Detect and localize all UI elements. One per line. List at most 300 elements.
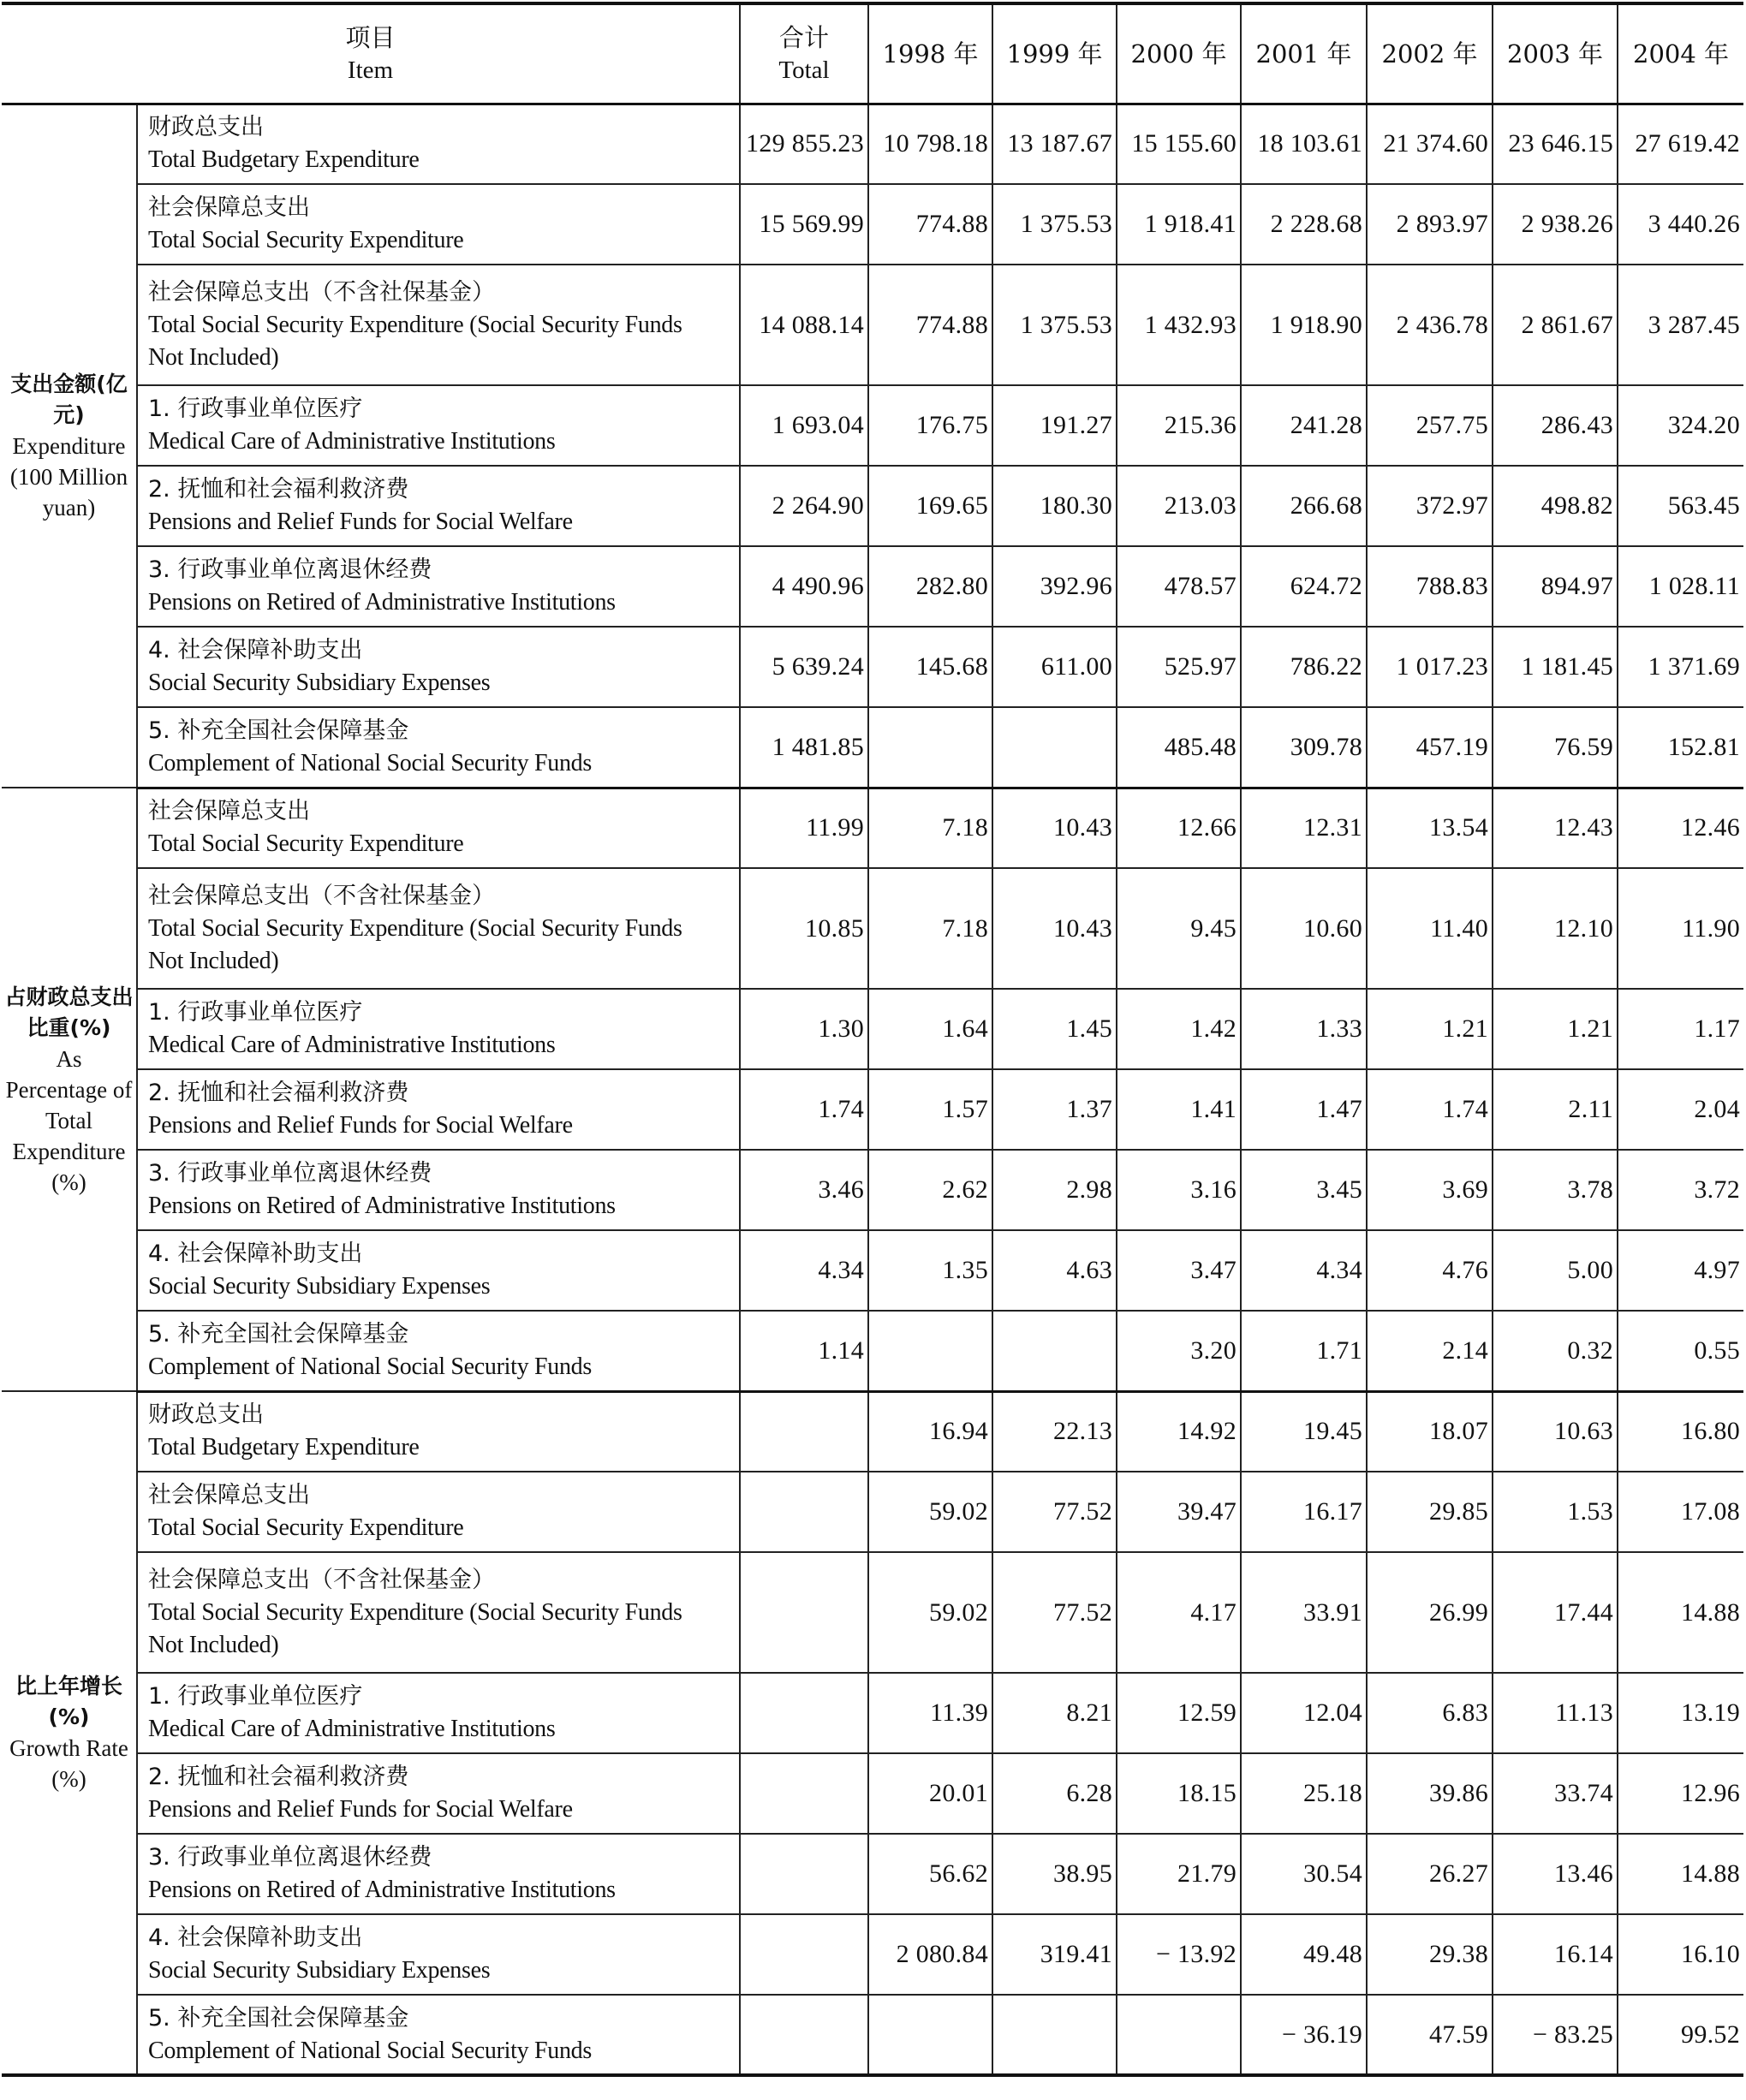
item-label-en: Complement of National Social Security Funds: [148, 2037, 592, 2064]
cell-total: [740, 1995, 868, 2075]
cell-value: 11.40: [1367, 868, 1493, 989]
row-item-label: [137, 265, 740, 385]
cell-value: 56.62: [868, 1834, 992, 1914]
item-label-en: Pensions and Relief Funds for Social Welfare: [148, 1112, 573, 1139]
cell-value: 319.41: [992, 1914, 1117, 1995]
cell-value: 25.18: [1241, 1753, 1367, 1834]
item-label-zh: 4. 社会保障补助支出: [148, 637, 363, 663]
cell-total: [740, 1673, 868, 1753]
cell-value: 324.20: [1618, 385, 1743, 466]
cell-value: 1.41: [1117, 1069, 1241, 1150]
cell-value: 30.54: [1241, 1834, 1367, 1914]
row-item-label: [137, 546, 740, 627]
item-label-zh: 1. 行政事业单位医疗: [148, 1683, 363, 1710]
cell-value: 18 103.61: [1241, 104, 1367, 184]
item-label-zh: 财政总支出: [148, 114, 264, 141]
cell-total: [740, 1834, 868, 1914]
cell-value: 17.08: [1618, 1472, 1743, 1552]
cell-value: 2 228.68: [1241, 184, 1367, 265]
item-label-en: Total Social Security Expenditure (Social Security Funds: [148, 1598, 682, 1626]
item-label-en-cont: Not Included): [148, 343, 279, 371]
cell-value: 4.97: [1618, 1230, 1743, 1311]
cell-value: 38.95: [992, 1834, 1117, 1914]
cell-value: 3.47: [1117, 1230, 1241, 1311]
cell-value: 2.98: [992, 1150, 1117, 1230]
row-item-label: [137, 1995, 740, 2075]
item-label-en: Total Budgetary Expenditure: [148, 146, 420, 174]
cell-value: 4.76: [1367, 1230, 1493, 1311]
cell-value: 3.20: [1117, 1311, 1241, 1391]
cell-value: 15 155.60: [1117, 104, 1241, 184]
item-label-zh: 社会保障总支出: [148, 798, 310, 825]
cell-value: 10 798.18: [868, 104, 992, 184]
header-year: 1998 年: [868, 3, 992, 104]
cell-value: 14.88: [1618, 1552, 1743, 1673]
cell-value: 13.19: [1618, 1673, 1743, 1753]
cell-value: 26.99: [1367, 1552, 1493, 1673]
cell-value: 4.63: [992, 1230, 1117, 1311]
cell-value: − 36.19: [1241, 1995, 1367, 2075]
cell-value: 9.45: [1117, 868, 1241, 989]
row-item-label: [137, 627, 740, 707]
row-item-label: [137, 868, 740, 989]
row-item-label: [137, 1472, 740, 1552]
cell-value: − 83.25: [1493, 1995, 1618, 2075]
cell-value: 169.65: [868, 466, 992, 546]
cell-total: [740, 1391, 868, 1472]
row-group-label-en: As Percentage of Total Expenditure (%): [5, 1045, 133, 1195]
cell-total: [740, 1914, 868, 1995]
cell-value: [1117, 1995, 1241, 2075]
cell-value: 77.52: [992, 1472, 1117, 1552]
cell-value: 241.28: [1241, 385, 1367, 466]
cell-value: 16.94: [868, 1391, 992, 1472]
item-label-zh: 2. 抚恤和社会福利救济费: [148, 476, 409, 503]
item-label-zh: 2. 抚恤和社会福利救济费: [148, 1764, 409, 1790]
cell-value: 624.72: [1241, 546, 1367, 627]
row-item-label: [137, 1391, 740, 1472]
cell-value: [868, 1995, 992, 2075]
row-item-label: [137, 1753, 740, 1834]
item-label-en: Total Social Security Expenditure (Social Security Funds: [148, 311, 682, 338]
cell-value: 1.74: [1367, 1069, 1493, 1150]
table-row: [2, 868, 1743, 989]
cell-value: 8.21: [992, 1673, 1117, 1753]
cell-value: 12.43: [1493, 788, 1618, 868]
cell-value: 774.88: [868, 184, 992, 265]
cell-value: 10.43: [992, 788, 1117, 868]
cell-value: 3 440.26: [1618, 184, 1743, 265]
item-label-zh: 1. 行政事业单位医疗: [148, 999, 363, 1026]
cell-value: 0.55: [1618, 1311, 1743, 1391]
cell-value: 1.47: [1241, 1069, 1367, 1150]
row-group-label: [2, 104, 137, 788]
item-label-zh: 社会保障总支出（不含社保基金）: [148, 882, 495, 909]
cell-value: 1.57: [868, 1069, 992, 1150]
cell-value: 2 436.78: [1367, 265, 1493, 385]
header-year: 2000 年: [1117, 3, 1241, 104]
table-row: [2, 1230, 1743, 1311]
item-label-en-cont: Not Included): [148, 947, 279, 974]
item-label-en-cont: Not Included): [148, 1631, 279, 1658]
row-item-label: [137, 788, 740, 868]
row-item-label: [137, 385, 740, 466]
item-label-en: Pensions on Retired of Administrative Institutions: [148, 1877, 616, 1903]
row-item-label: [137, 1673, 740, 1753]
header-item-zh: 项目: [345, 22, 396, 52]
cell-value: 266.68: [1241, 466, 1367, 546]
cell-value: 525.97: [1117, 627, 1241, 707]
cell-value: 12.96: [1618, 1753, 1743, 1834]
cell-value: 10.63: [1493, 1391, 1618, 1472]
cell-value: 1 028.11: [1618, 546, 1743, 627]
cell-value: 145.68: [868, 627, 992, 707]
cell-value: 21.79: [1117, 1834, 1241, 1914]
cell-value: 1.71: [1241, 1311, 1367, 1391]
cell-value: 18.15: [1117, 1753, 1241, 1834]
cell-value: 485.48: [1117, 707, 1241, 788]
cell-value: 26.27: [1367, 1834, 1493, 1914]
cell-value: 13 187.67: [992, 104, 1117, 184]
cell-value: 49.48: [1241, 1914, 1367, 1995]
row-group-label: [2, 788, 137, 1391]
header-year: 2002 年: [1367, 3, 1493, 104]
cell-value: 3 287.45: [1618, 265, 1743, 385]
header-item-en: Item: [347, 56, 394, 84]
cell-value: 16.14: [1493, 1914, 1618, 1995]
cell-value: 12.46: [1618, 788, 1743, 868]
item-label-en: Social Security Subsidiary Expenses: [148, 669, 491, 696]
cell-value: 611.00: [992, 627, 1117, 707]
table-row: [2, 1995, 1743, 2075]
cell-value: 1 375.53: [992, 184, 1117, 265]
item-label-zh: 社会保障总支出: [148, 194, 310, 221]
table-row: [2, 1069, 1743, 1150]
cell-value: 99.52: [1618, 1995, 1743, 2075]
header-item: [2, 3, 740, 104]
table-row: [2, 1834, 1743, 1914]
table-row: [2, 627, 1743, 707]
row-group-label-zh: 比上年增长(%): [15, 1674, 122, 1729]
table-body: [2, 104, 1743, 2075]
cell-value: 1.21: [1493, 989, 1618, 1069]
item-label-en: Pensions and Relief Funds for Social Welfare: [148, 509, 573, 535]
cell-value: 20.01: [868, 1753, 992, 1834]
cell-value: 3.72: [1618, 1150, 1743, 1230]
row-item-label: [137, 1230, 740, 1311]
cell-value: 215.36: [1117, 385, 1241, 466]
cell-value: 309.78: [1241, 707, 1367, 788]
cell-value: 12.59: [1117, 1673, 1241, 1753]
table-row: [2, 1150, 1743, 1230]
cell-value: 2.04: [1618, 1069, 1743, 1150]
cell-value: 1 017.23: [1367, 627, 1493, 707]
table-row: [2, 184, 1743, 265]
row-item-label: [137, 1914, 740, 1995]
item-label-zh: 3. 行政事业单位离退休经费: [148, 556, 432, 583]
cell-total: 5 639.24: [740, 627, 868, 707]
cell-total: 15 569.99: [740, 184, 868, 265]
cell-value: 2 893.97: [1367, 184, 1493, 265]
table-row: [2, 1311, 1743, 1391]
cell-value: 22.13: [992, 1391, 1117, 1472]
row-item-label: [137, 466, 740, 546]
table-row: [2, 1914, 1743, 1995]
cell-total: 4 490.96: [740, 546, 868, 627]
header-total-en: Total: [778, 56, 830, 84]
cell-value: 33.91: [1241, 1552, 1367, 1673]
cell-value: 894.97: [1493, 546, 1618, 627]
item-label-zh: 4. 社会保障补助支出: [148, 1925, 363, 1951]
item-label-zh: 2. 抚恤和社会福利救济费: [148, 1080, 409, 1106]
row-group-label-zh: 支出金额(亿元): [10, 371, 128, 427]
cell-value: 4.17: [1117, 1552, 1241, 1673]
cell-value: 12.10: [1493, 868, 1618, 989]
cell-value: 2 080.84: [868, 1914, 992, 1995]
row-item-label: [137, 1150, 740, 1230]
cell-value: 1.53: [1493, 1472, 1618, 1552]
cell-value: − 13.92: [1117, 1914, 1241, 1995]
cell-value: 47.59: [1367, 1995, 1493, 2075]
cell-value: 1.35: [868, 1230, 992, 1311]
cell-value: 2.62: [868, 1150, 992, 1230]
table-row: [2, 265, 1743, 385]
cell-total: 10.85: [740, 868, 868, 989]
table-row: [2, 1673, 1743, 1753]
cell-value: 29.38: [1367, 1914, 1493, 1995]
cell-value: 2 938.26: [1493, 184, 1618, 265]
item-label-zh: 1. 行政事业单位医疗: [148, 396, 363, 422]
cell-total: 14 088.14: [740, 265, 868, 385]
cell-total: [740, 1552, 868, 1673]
item-label-en: Total Social Security Expenditure: [148, 830, 464, 858]
cell-total: 2 264.90: [740, 466, 868, 546]
cell-value: [868, 1311, 992, 1391]
cell-value: 372.97: [1367, 466, 1493, 546]
table-row: [2, 707, 1743, 788]
table-row: [2, 466, 1743, 546]
item-label-zh: 5. 补充全国社会保障基金: [148, 717, 409, 744]
item-label-en: Pensions on Retired of Administrative Institutions: [148, 589, 616, 616]
cell-total: 1.30: [740, 989, 868, 1069]
item-label-zh: 社会保障总支出: [148, 1482, 310, 1508]
item-label-zh: 5. 补充全国社会保障基金: [148, 1320, 409, 1347]
cell-value: 10.43: [992, 868, 1117, 989]
cell-value: 7.18: [868, 788, 992, 868]
cell-value: 3.45: [1241, 1150, 1367, 1230]
header-row: [2, 3, 1743, 104]
cell-value: 39.86: [1367, 1753, 1493, 1834]
cell-value: 6.83: [1367, 1673, 1493, 1753]
cell-value: 2.11: [1493, 1069, 1618, 1150]
header-year: 1999 年: [992, 3, 1117, 104]
row-item-label: [137, 707, 740, 788]
cell-value: 392.96: [992, 546, 1117, 627]
cell-value: 14.88: [1618, 1834, 1743, 1914]
row-item-label: [137, 104, 740, 184]
cell-value: 76.59: [1493, 707, 1618, 788]
item-label-zh: 社会保障总支出（不含社保基金）: [148, 278, 495, 306]
cell-value: 563.45: [1618, 466, 1743, 546]
header-year: 2003 年: [1493, 3, 1618, 104]
cell-value: 282.80: [868, 546, 992, 627]
item-label-en: Total Social Security Expenditure (Social Security Funds: [148, 914, 682, 942]
cell-value: 12.31: [1241, 788, 1367, 868]
cell-value: 4.34: [1241, 1230, 1367, 1311]
cell-value: 457.19: [1367, 707, 1493, 788]
cell-value: 16.80: [1618, 1391, 1743, 1472]
cell-total: 1 481.85: [740, 707, 868, 788]
cell-value: 3.69: [1367, 1150, 1493, 1230]
cell-total: 1.74: [740, 1069, 868, 1150]
cell-value: 13.54: [1367, 788, 1493, 868]
item-label-zh: 4. 社会保障补助支出: [148, 1240, 363, 1267]
item-label-en: Total Budgetary Expenditure: [148, 1434, 420, 1461]
cell-value: 786.22: [1241, 627, 1367, 707]
item-label-en: Pensions and Relief Funds for Social Welfare: [148, 1796, 573, 1823]
item-label-en: Total Social Security Expenditure: [148, 1514, 464, 1541]
row-group-label-en: Growth Rate (%): [9, 1735, 128, 1792]
cell-value: 17.44: [1493, 1552, 1618, 1673]
cell-value: 0.32: [1493, 1311, 1618, 1391]
cell-total: [740, 1472, 868, 1552]
cell-value: 19.45: [1241, 1391, 1367, 1472]
cell-value: 12.66: [1117, 788, 1241, 868]
row-item-label: [137, 1069, 740, 1150]
table-row: [2, 1753, 1743, 1834]
cell-value: 1.37: [992, 1069, 1117, 1150]
cell-value: 286.43: [1493, 385, 1618, 466]
item-label-en: Medical Care of Administrative Institutions: [148, 1032, 556, 1058]
cell-total: 129 855.23: [740, 104, 868, 184]
item-label-zh: 社会保障总支出（不含社保基金）: [148, 1566, 495, 1593]
cell-value: 213.03: [1117, 466, 1241, 546]
header-total: [740, 3, 868, 104]
cell-value: 788.83: [1367, 546, 1493, 627]
cell-total: 4.34: [740, 1230, 868, 1311]
cell-value: 774.88: [868, 265, 992, 385]
table-row: [2, 1472, 1743, 1552]
cell-value: 16.10: [1618, 1914, 1743, 1995]
cell-value: 6.28: [992, 1753, 1117, 1834]
cell-value: 23 646.15: [1493, 104, 1618, 184]
item-label-en: Medical Care of Administrative Institutions: [148, 428, 556, 455]
row-item-label: [137, 989, 740, 1069]
header-total-zh: 合计: [779, 22, 830, 52]
cell-value: 1 432.93: [1117, 265, 1241, 385]
cell-value: 2.14: [1367, 1311, 1493, 1391]
cell-value: 498.82: [1493, 466, 1618, 546]
cell-value: 180.30: [992, 466, 1117, 546]
cell-value: 478.57: [1117, 546, 1241, 627]
cell-value: 11.90: [1618, 868, 1743, 989]
cell-value: 21 374.60: [1367, 104, 1493, 184]
table-row: [2, 1391, 1743, 1472]
cell-value: 77.52: [992, 1552, 1117, 1673]
item-label-zh: 3. 行政事业单位离退休经费: [148, 1844, 432, 1871]
cell-value: 11.13: [1493, 1673, 1618, 1753]
cell-value: 191.27: [992, 385, 1117, 466]
cell-value: 176.75: [868, 385, 992, 466]
cell-value: 1 375.53: [992, 265, 1117, 385]
item-label-en: Social Security Subsidiary Expenses: [148, 1273, 491, 1300]
table-row: [2, 788, 1743, 868]
cell-value: 11.39: [868, 1673, 992, 1753]
cell-value: 16.17: [1241, 1472, 1367, 1552]
cell-value: 33.74: [1493, 1753, 1618, 1834]
header-year: 2004 年: [1618, 3, 1743, 104]
cell-total: 11.99: [740, 788, 868, 868]
cell-value: [992, 1995, 1117, 2075]
social-security-expenditure-table: [2, 2, 1743, 2077]
cell-value: 13.46: [1493, 1834, 1618, 1914]
row-item-label: [137, 1552, 740, 1673]
cell-value: [992, 1311, 1117, 1391]
item-label-en: Total Social Security Expenditure: [148, 227, 464, 253]
cell-value: 1.45: [992, 989, 1117, 1069]
table-row: [2, 546, 1743, 627]
cell-value: 3.16: [1117, 1150, 1241, 1230]
item-label-en: Social Security Subsidiary Expenses: [148, 1957, 491, 1984]
cell-value: 257.75: [1367, 385, 1493, 466]
item-label-en: Medical Care of Administrative Institutions: [148, 1716, 556, 1742]
item-label-en: Pensions on Retired of Administrative Institutions: [148, 1193, 616, 1219]
cell-total: [740, 1753, 868, 1834]
item-label-en: Complement of National Social Security Funds: [148, 749, 592, 776]
cell-value: 12.04: [1241, 1673, 1367, 1753]
cell-value: 1 918.90: [1241, 265, 1367, 385]
row-item-label: [137, 184, 740, 265]
cell-value: 18.07: [1367, 1391, 1493, 1472]
cell-value: 1.17: [1618, 989, 1743, 1069]
cell-value: 1 181.45: [1493, 627, 1618, 707]
cell-value: [992, 707, 1117, 788]
table-row: [2, 104, 1743, 184]
data-table: [2, 2, 1743, 2077]
cell-total: 1 693.04: [740, 385, 868, 466]
row-group-label-zh: 占财政总支出比重(%): [4, 984, 134, 1040]
cell-value: 152.81: [1618, 707, 1743, 788]
table-row: [2, 1552, 1743, 1673]
cell-value: 59.02: [868, 1472, 992, 1552]
item-label-zh: 财政总支出: [148, 1401, 264, 1429]
cell-value: 2 861.67: [1493, 265, 1618, 385]
table-row: [2, 385, 1743, 466]
item-label-zh: 5. 补充全国社会保障基金: [148, 2004, 409, 2032]
cell-value: 29.85: [1367, 1472, 1493, 1552]
cell-value: 59.02: [868, 1552, 992, 1673]
cell-value: 14.92: [1117, 1391, 1241, 1472]
cell-value: 1.21: [1367, 989, 1493, 1069]
cell-value: 1.42: [1117, 989, 1241, 1069]
item-label-zh: 3. 行政事业单位离退休经费: [148, 1160, 432, 1187]
cell-value: [868, 707, 992, 788]
cell-value: 7.18: [868, 868, 992, 989]
cell-value: 27 619.42: [1618, 104, 1743, 184]
cell-value: 1 918.41: [1117, 184, 1241, 265]
cell-value: 1.64: [868, 989, 992, 1069]
row-group-label: [2, 1391, 137, 2075]
cell-total: 3.46: [740, 1150, 868, 1230]
cell-value: 1.33: [1241, 989, 1367, 1069]
row-item-label: [137, 1311, 740, 1391]
row-group-label-en: Expenditure (100 Million yuan): [9, 432, 128, 521]
item-label-en: Complement of National Social Security Funds: [148, 1353, 592, 1380]
cell-value: 5.00: [1493, 1230, 1618, 1311]
cell-value: 1 371.69: [1618, 627, 1743, 707]
table-row: [2, 989, 1743, 1069]
cell-total: 1.14: [740, 1311, 868, 1391]
